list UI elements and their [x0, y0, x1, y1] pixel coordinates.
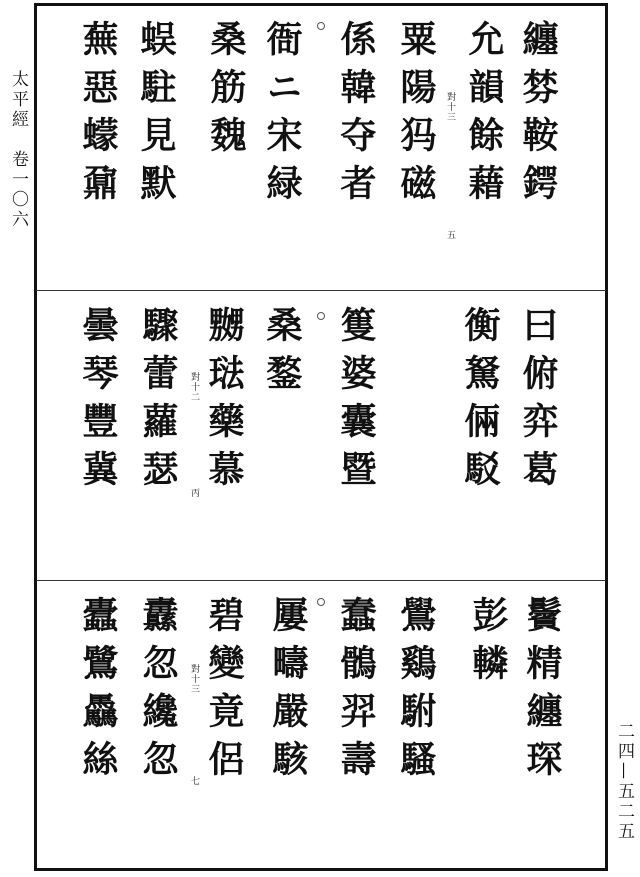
block3-column-3: 鷽鷄駙騷 — [395, 596, 437, 788]
block3-column-2: 彭轔 — [467, 596, 509, 692]
right-margin-page-number: 二四—五二五 — [614, 722, 634, 842]
block2-column-3: 篗婆囊暨 — [335, 306, 377, 498]
block1-column-8: 蕪惡蠓鼐 — [77, 20, 119, 212]
binding-dot — [317, 22, 325, 30]
annotation-note: 對十三 — [189, 664, 199, 694]
annotation-note: 五 — [445, 230, 455, 240]
block1-column-5: 衙ニ宋緑 — [261, 20, 303, 212]
block2-column-6: 驟蕾蘿瑟 — [137, 306, 179, 498]
block3-column-1: 鬢精纏琛 — [521, 596, 563, 788]
block2-column-5: 嬲琺藥慕 — [203, 306, 245, 498]
block3-column-4: 蠢鶻羿壽 — [335, 596, 377, 788]
block3-column-7: 纛忽纔忽 — [137, 596, 179, 788]
block2-column-4: 桑鍪 — [261, 306, 303, 402]
block1-column-7: 蜈駐見默 — [135, 20, 177, 212]
block-divider-1 — [36, 290, 606, 291]
block3-column-6: 碧變竟侶 — [203, 596, 245, 788]
block1-column-6: 桑筋魏 — [205, 20, 247, 164]
block-divider-2 — [36, 580, 606, 581]
binding-dot — [317, 312, 325, 320]
binding-dot — [317, 598, 325, 606]
block3-column-5: 屢疇嚴駭 — [267, 596, 309, 788]
block2-column-1: 曰俯弈葛 — [517, 306, 559, 498]
annotation-note: 對十三 — [445, 92, 455, 122]
annotation-note: 對十二 — [189, 372, 199, 402]
annotation-note: 七 — [189, 776, 199, 786]
block1-column-1: 纏棼鞍鍔 — [517, 20, 559, 212]
block2-column-7: 曇琴豐冀 — [77, 306, 119, 498]
block1-column-2: 允韻餘藉 — [463, 20, 505, 212]
block1-column-4: 係韓夺者 — [335, 20, 377, 212]
block1-column-3: 粟陽犸磁 — [395, 20, 437, 212]
block2-column-2: 衡駑倆駁 — [459, 306, 501, 498]
annotation-note: 丙 — [189, 488, 199, 498]
left-margin-title: 太平經 卷一〇六 — [8, 70, 28, 230]
block3-column-8: 蠹鷺驫絲 — [77, 596, 119, 788]
